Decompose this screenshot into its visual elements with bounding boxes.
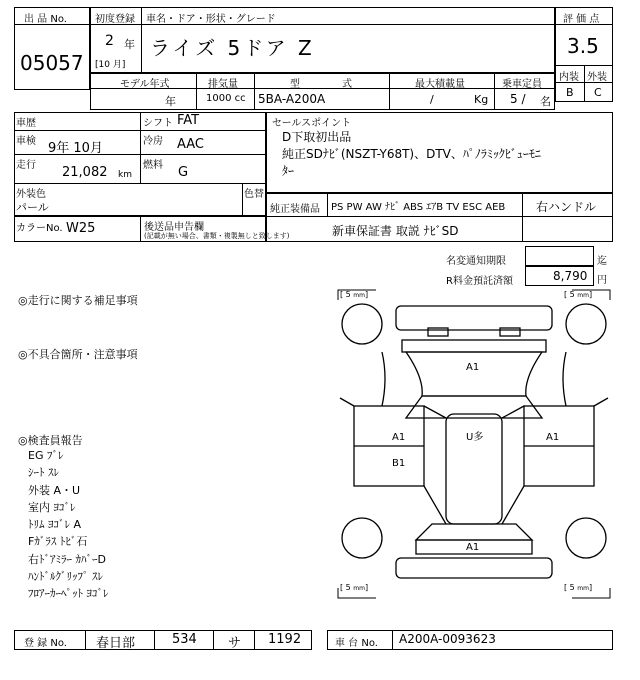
front-panel <box>402 340 546 352</box>
mark-hood: A1 <box>466 362 480 373</box>
mark-right-front: A1 <box>546 432 560 443</box>
inspector-list <box>28 447 109 603</box>
name-change-unit: 迄 <box>597 256 607 267</box>
fender-left-front <box>382 352 385 406</box>
mark-rear: A1 <box>466 542 480 553</box>
reg-year: 2 <box>105 33 114 49</box>
reg-number: 1192 <box>268 632 302 647</box>
shift-label: シフト <box>143 118 173 129</box>
sales-line-2: 純正SDﾅﾋﾞ(NSZT-Y68T)、DTV、ﾊﾟﾉﾗﾐｯｸﾋﾞｭｰﾓﾆ <box>282 147 541 161</box>
inspector-item: 外装 A・U <box>28 483 81 497</box>
name-change-label: 名変通知期限 <box>446 256 506 267</box>
score-label: 評 価 点 <box>563 14 600 25</box>
svg-text:[ 5 mm]: [ 5 mm] <box>564 290 593 299</box>
color-label: 外装色 <box>16 189 46 200</box>
mirror-left <box>340 398 354 406</box>
lot-label: 出 品 No. <box>24 14 67 25</box>
mark-left-front: A1 <box>392 432 406 443</box>
name-change-box <box>525 246 594 266</box>
load-label: 最大積載量 <box>415 79 465 90</box>
reg-area: 春日部 <box>96 636 136 651</box>
inspection-value: 9年 10月 <box>48 141 103 156</box>
ac-value: AAC <box>177 137 204 152</box>
rear-bumper <box>396 558 552 578</box>
sales-line-1: D下取初出品 <box>282 130 352 144</box>
wheel-rear-left <box>342 518 382 558</box>
interior-score: B <box>566 86 574 99</box>
front-bumper <box>396 306 552 330</box>
capacity-unit: 名 <box>540 95 551 108</box>
hood <box>406 352 542 396</box>
recycle-label: R料金預託済額 <box>446 276 513 287</box>
interior-label: 内装 <box>559 72 579 83</box>
shift-value: FAT <box>177 113 200 128</box>
fuel-label: 燃料 <box>143 160 163 171</box>
wheel-front-right <box>566 304 606 344</box>
capacity-value: 5 / <box>510 92 526 106</box>
mileage-value: 21,082 <box>62 165 108 180</box>
inspector-item: 右ﾄﾞｱﾐﾗｰ ｶﾊﾞｰD <box>28 552 106 566</box>
svg-text:[ 5 mm]: [ 5 mm] <box>340 583 369 592</box>
mark-roof: U多 <box>466 432 484 443</box>
tire-label-bottom-right <box>564 583 592 592</box>
sales-line-3: ﾀｰ <box>282 164 295 178</box>
first-registration-label: 初度登録 <box>95 14 135 25</box>
lot-number: 05057 <box>20 51 84 75</box>
wheel-rear-right <box>566 518 606 558</box>
mileage-unit: km <box>118 170 132 180</box>
mark-left-front-2: B1 <box>392 458 406 469</box>
exterior-score: C <box>594 86 602 99</box>
warranty-value: 新車保証書 取説 ﾅﾋﾞSD <box>332 224 459 238</box>
headlight-right <box>500 328 520 336</box>
recycle-value: 8,790 <box>553 269 588 283</box>
tire-label-bottom-left <box>340 583 368 592</box>
svg-text:[ 5 mm]: [ 5 mm] <box>564 583 593 592</box>
inspector-item: ｼｰﾄ ｽﾚ <box>28 466 59 480</box>
type-label: 型 式 <box>290 79 355 90</box>
car-title-label: 車名・ドア・形状・グレード <box>146 14 276 25</box>
inspector-item: Fｶﾞﾗｽ ﾄﾋﾞ石 <box>28 535 88 549</box>
chassis-value: A200A-0093623 <box>399 632 496 646</box>
inspector-item: ﾌﾛｱｰｶｰﾍﾟｯﾄ ﾖｺﾞﾚ <box>28 587 109 601</box>
mirror-right <box>594 398 608 406</box>
defect-notes-title: ◎不具合箇所・注意事項 <box>18 348 138 361</box>
equipment-value: PS PW AW ﾅﾋﾞ ABS ｴｱB TV ESC AEB <box>331 202 506 213</box>
inspector-item: EG ﾌﾞﾚ <box>28 449 64 462</box>
equip-label: 純正装備品 <box>270 204 320 215</box>
mileage-label: 走行 <box>16 160 36 171</box>
score-value: 3.5 <box>567 34 599 58</box>
displacement-label: 排気量 <box>208 79 238 90</box>
load-slash: / <box>430 93 434 106</box>
fuel-value: G <box>178 165 189 180</box>
inspector-title: ◎検査員報告 <box>18 434 83 447</box>
fender-right-front <box>563 352 566 406</box>
history-label: 車歴 <box>16 118 36 129</box>
inspector-item: ﾄﾘﾑ ﾖｺﾞﾚ A <box>28 518 82 532</box>
model-year-unit: 年 <box>165 95 176 108</box>
roof-frame <box>424 406 524 524</box>
color-no-label: カラーNo. <box>16 223 63 234</box>
color-change-label: 色替 <box>244 189 264 200</box>
exterior-label: 外装 <box>587 72 607 83</box>
tire-label-top-right <box>564 290 592 299</box>
model-year-label: モデル年式 <box>120 79 170 90</box>
color-no-value: W25 <box>66 221 96 236</box>
load-unit: Kg <box>474 93 489 106</box>
docs-note: (記載が無い場合、書類・複製無しと致します) <box>144 232 290 240</box>
reg-month: [10 月] <box>95 60 126 70</box>
color-value: パール <box>16 201 49 214</box>
chassis-label: 車 台 No. <box>335 638 378 649</box>
handle-value: 右ハンドル <box>536 200 597 214</box>
ac-label: 冷房 <box>143 136 163 147</box>
reg-class: 534 <box>172 632 197 647</box>
running-notes-title: ◎走行に関する補足事項 <box>18 294 138 307</box>
inspection-label: 車検 <box>16 136 36 147</box>
wheel-front-left <box>342 304 382 344</box>
sales-label: セールスポイント <box>272 118 352 129</box>
inspector-item: ﾊﾝﾄﾞﾙｸﾞﾘｯﾌﾟ ｽﾚ <box>28 570 103 584</box>
capacity-label: 乗車定員 <box>502 79 542 90</box>
car-diagram <box>336 288 612 600</box>
reg-year-unit: 年 <box>124 38 135 51</box>
svg-text:[ 5 mm]: [ 5 mm] <box>340 290 369 299</box>
docs-label: 後送品申告欄 <box>144 222 204 233</box>
reg-no-label: 登 録 No. <box>24 638 67 649</box>
headlight-left <box>428 328 448 336</box>
tire-label-top-left <box>340 290 368 299</box>
inspector-item: 室内 ﾖｺﾞﾚ <box>28 500 76 514</box>
recycle-unit: 円 <box>597 275 607 286</box>
displacement: 1000 cc <box>206 93 246 104</box>
type-value: 5BA-A200A <box>258 92 326 106</box>
reg-kana: サ <box>228 636 242 651</box>
rear-window <box>416 524 532 540</box>
car-name: ライズ 5ドア Z <box>150 36 315 60</box>
roof <box>446 414 502 524</box>
